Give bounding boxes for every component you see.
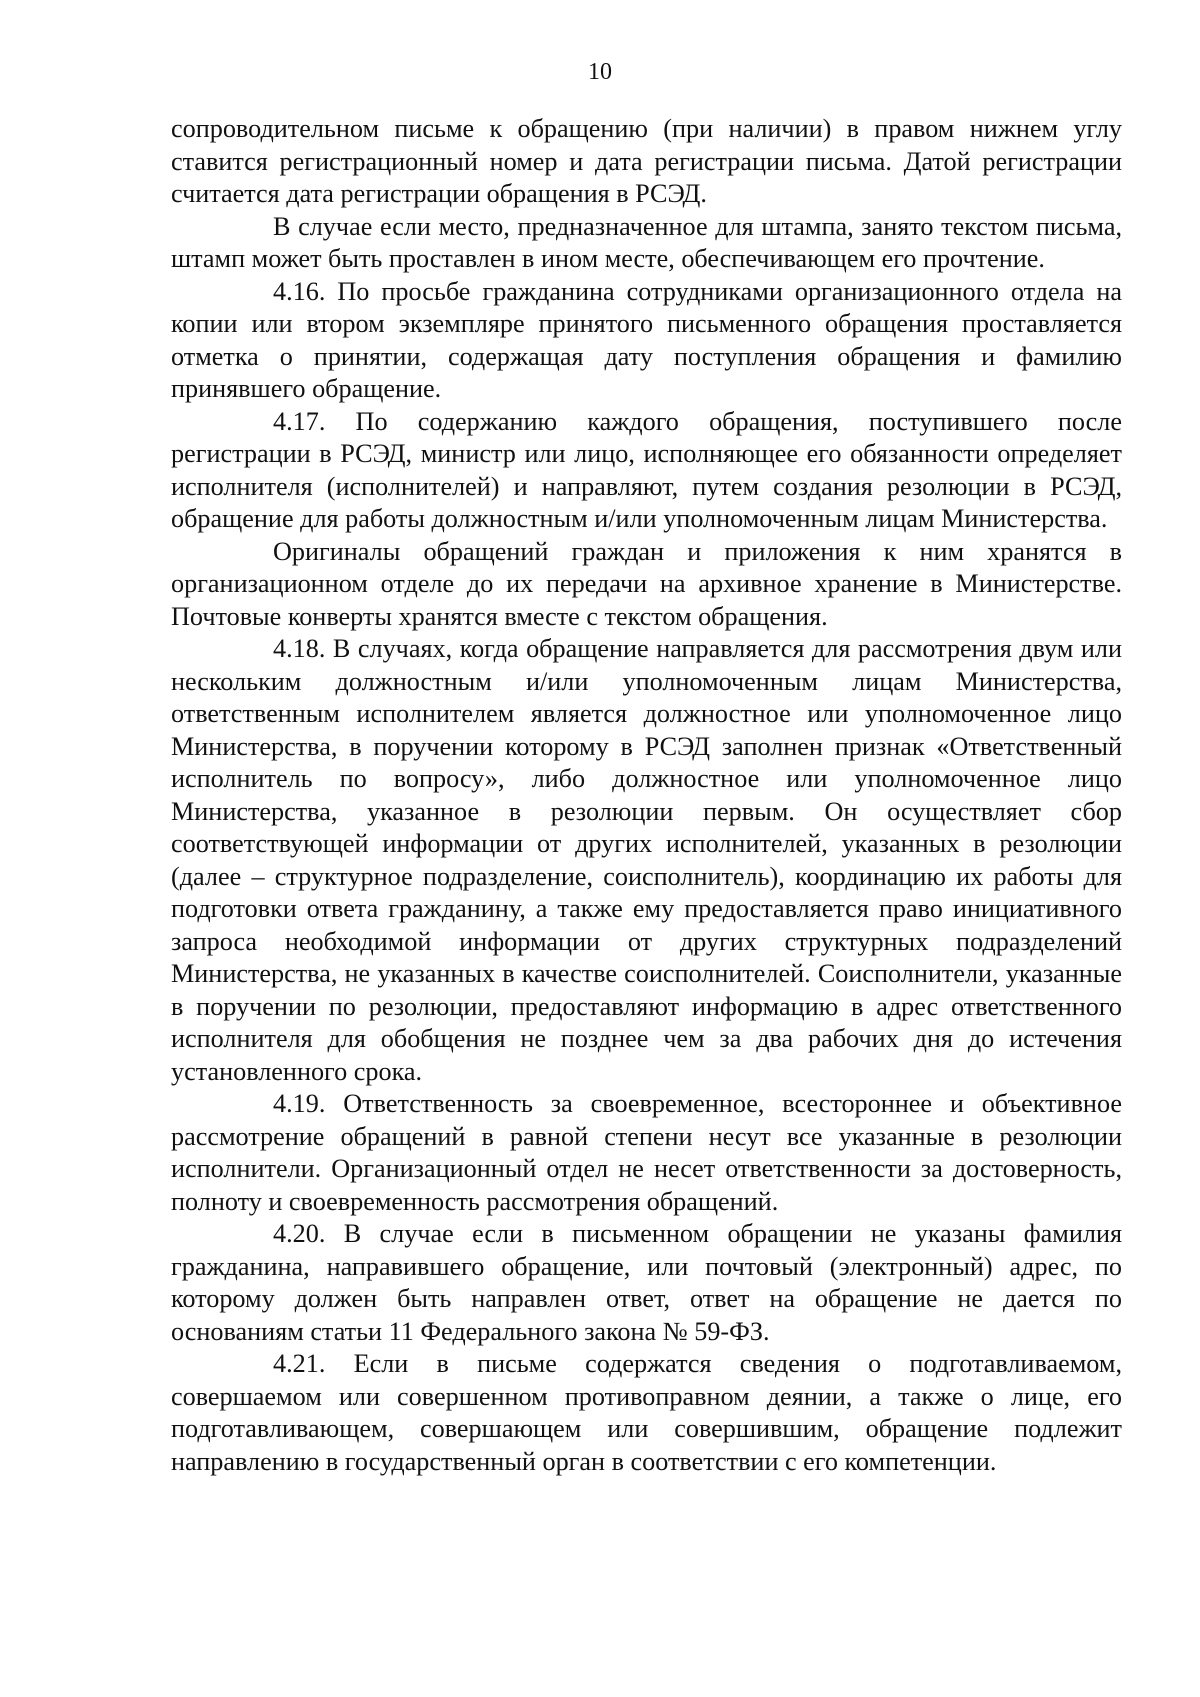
paragraph-4-20: 4.20. В случае если в письменном обращении не указаны фамилия гражданина, направившего обращение, или почтовый (электронный) адрес, по которому должен быть направлен ответ, ответ на обращение не дается по основаниям статьи 11 Федерального закона № 59-ФЗ. (171, 1219, 1122, 1346)
paragraph-4-19: 4.19. Ответственность за своевременное, всестороннее и объективное рассмотрение обращений в равной степени несут все указанные в резолюции исполнители. Организационный отдел не несет ответственности за достоверность, полноту и своевременность рассмотрения обращений. (171, 1089, 1122, 1216)
paragraph-continuation: сопроводительном письме к обращению (при наличии) в правом нижнем углу ставится регистрационный номер и дата регистрации письма. Датой регистрации считается дата регистрации обращения в РСЭД. (171, 114, 1122, 208)
paragraph-4-16: 4.16. По просьбе гражданина сотрудниками организационного отдела на копии или втором экземпляре принятого письменного обращения проставляется отметка о принятии, содержащая дату поступления обращения и фамилию принявшего обращение. (171, 276, 1122, 403)
paragraph-originals-storage: Оригиналы обращений граждан и приложения к ним хранятся в организационном отделе до их передачи на архивное хранение в Министерстве. Почтовые конверты хранятся вместе с текстом обращения. (171, 536, 1122, 631)
paragraph-stamp-placement: В случае если место, предназначенное для штампа, занято текстом письма, штамп может быть проставлен в ином месте, обеспечивающем его прочтение. (171, 211, 1122, 273)
document-body (171, 113, 1122, 1478)
paragraph-4-18: 4.18. В случаях, когда обращение направляется для рассмотрения двум или нескольким должностным и/или уполномоченным лицам Министерства, ответственным исполнителем является должностное или уполномоченное лицо Министерства, в поручении которому в РСЭД заполнен признак «Ответственный исполнитель по вопросу», либо должностное или уполномоченное лицо Министерства, указанное в резолюции первым. Он осуществляет сбор соответствующей информации от других исполнителей, указанных в резолюции (далее – структурное подразделение, соисполнитель), координацию их работы для подготовки ответа гражданину, а также ему предоставляется право инициативного запроса необходимой информации от других структурных подразделений Министерства, не указанных в качестве соисполнителей. Соисполнители, указанные в поручении по резолюции, предоставляют информацию в адрес ответственного исполнителя для обобщения не позднее чем за два рабочих дня до истечения установленного срока. (171, 634, 1122, 1086)
paragraph-4-21: 4.21. Если в письме содержатся сведения о подготавливаемом, совершаемом или совершенном противоправном деянии, а также о лице, его подготавливающем, совершающем или совершившим, обращение подлежит направлению в государственный орган в соответствии с его компетенции. (171, 1349, 1122, 1476)
paragraph-4-17: 4.17. По содержанию каждого обращения, поступившего после регистрации в РСЭД, министр или лицо, исполняющее его обязанности определяет исполнителя (исполнителей) и направляют, путем создания резолюции в РСЭД, обращение для работы должностным и/или уполномоченным лицам Министерства. (171, 406, 1122, 533)
page-number: 10 (588, 59, 612, 85)
